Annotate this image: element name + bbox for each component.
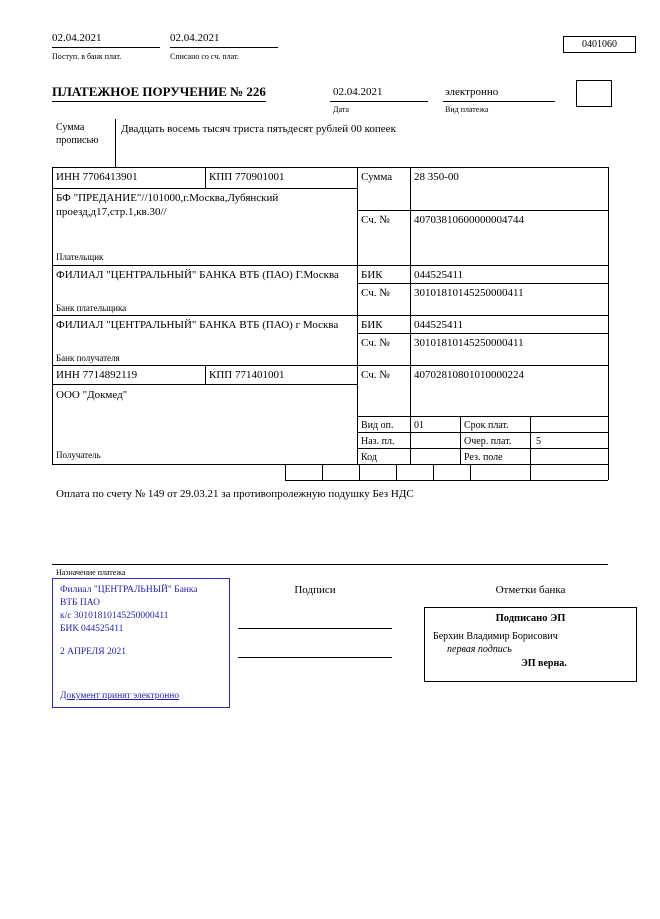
signature-line: [238, 657, 392, 658]
border-line: [433, 464, 434, 480]
stamp-line: БИК 044525411: [60, 624, 124, 634]
payment-kind: электронно: [445, 86, 499, 98]
border-line: [52, 464, 608, 465]
payer-bank-account-caption: Сч. №: [361, 287, 390, 299]
debited-date: 02.04.2021: [170, 32, 220, 44]
border-line: [52, 47, 160, 48]
op-type-value: 01: [414, 420, 424, 431]
border-line: [608, 167, 609, 464]
border-line: [170, 47, 278, 48]
ep-signed-title: Подписано ЭП: [495, 613, 566, 624]
border-line: [52, 315, 608, 316]
priority-caption: Очер. плат.: [464, 436, 512, 447]
payee-bank-name: ФИЛИАЛ "ЦЕНТРАЛЬНЫЙ" БАНКА ВТБ (ПАО) г Москва: [56, 319, 339, 331]
code-caption: Код: [361, 452, 377, 463]
bank-marks-caption: Отметки банка: [495, 584, 566, 596]
payer-account: 40703810600000004744: [414, 214, 524, 226]
payer-bank-bik-caption: БИК: [361, 269, 383, 281]
payee-bank-caption: Банк получателя: [56, 353, 120, 363]
ep-verified: ЭП верна.: [521, 658, 567, 669]
border-line: [357, 416, 608, 417]
ep-signer-name: Берхин Владимир Борисович: [433, 631, 558, 642]
op-type-caption: Вид оп.: [361, 420, 394, 431]
border-line: [410, 167, 411, 464]
payer-inn: ИНН 7706413901: [56, 171, 138, 183]
payer-account-caption: Сч. №: [361, 214, 390, 226]
doc-date: 02.04.2021: [333, 86, 383, 98]
payer-kpp: КПП 770901001: [209, 171, 285, 183]
debited-caption: Списано со сч. плат.: [170, 52, 239, 61]
border-line: [52, 365, 608, 366]
payee-account: 40702810801010000224: [414, 369, 524, 381]
payee-caption: Получатель: [56, 450, 101, 460]
border-line: [608, 464, 609, 480]
border-line: [357, 283, 608, 284]
border-line: [359, 464, 360, 480]
border-line: [530, 464, 531, 480]
payee-bank-bik-caption: БИК: [361, 319, 383, 331]
form-code-box: 0401060: [563, 36, 636, 53]
amount-in-words-caption: Сумма прописью: [56, 122, 99, 146]
payment-kind-caption: Вид платежа: [445, 105, 489, 114]
stamp-line: 2 АПРЕЛЯ 2021: [60, 647, 126, 657]
amount-in-words: Двадцать восемь тысяч триста пятьдесят рублей 00 копеек: [121, 123, 396, 135]
stamp-line: ВТБ ПАО: [60, 598, 100, 608]
purpose-code-caption: Наз. пл.: [361, 436, 395, 447]
border-line: [330, 101, 428, 102]
payee-account-caption: Сч. №: [361, 369, 390, 381]
document-title: ПЛАТЕЖНОЕ ПОРУЧЕНИЕ № 226: [52, 84, 266, 102]
payee-name: ООО "Докмед": [56, 389, 128, 401]
ep-stamp-box: [424, 607, 637, 682]
border-line: [52, 167, 608, 168]
received-date: 02.04.2021: [52, 32, 102, 44]
amount-value: 28 350-00: [414, 171, 459, 183]
priority-value: 5: [536, 436, 541, 447]
payee-bank-account-caption: Сч. №: [361, 337, 390, 349]
border-line: [443, 101, 555, 102]
payer-bank-caption: Банк плательщика: [56, 303, 127, 313]
due-date-caption: Срок плат.: [464, 420, 509, 431]
payee-bank-bik: 044525411: [414, 319, 464, 331]
stamp-line: Документ принят электронно: [60, 691, 180, 701]
border-line: [52, 265, 608, 266]
border-line: [52, 167, 53, 464]
border-line: [322, 464, 323, 480]
payee-bank-account: 30101810145250000411: [414, 337, 524, 349]
signatures-caption: Подписи: [294, 584, 336, 596]
payer-bank-name: ФИЛИАЛ "ЦЕНТРАЛЬНЫЙ" БАНКА ВТБ (ПАО) Г.Москва: [56, 269, 339, 281]
amount-caption: Сумма: [361, 171, 393, 183]
border-line: [470, 464, 471, 480]
signature-line: [238, 628, 392, 629]
border-line: [357, 333, 608, 334]
border-line: [115, 119, 116, 167]
border-line: [357, 210, 608, 211]
bank-stamp: [52, 578, 230, 708]
border-line: [52, 564, 608, 565]
payee-inn: ИНН 7714892119: [56, 369, 138, 381]
payer-caption: Плательщик: [56, 252, 104, 262]
border-line: [52, 188, 357, 189]
border-line: [357, 448, 608, 449]
border-line: [205, 365, 206, 384]
stamp-spacer: [60, 636, 222, 646]
border-line: [205, 167, 206, 188]
stamp-line: к/с 30101810145250000411: [60, 611, 169, 621]
payer-bank-account: 30101810145250000411: [414, 287, 524, 299]
payer-bank-bik: 044525411: [414, 269, 464, 281]
border-line: [285, 464, 286, 480]
doc-date-caption: Дата: [333, 105, 349, 114]
payer-name: БФ "ПРЕДАНИЕ"//101000,г.Москва,Лубянский проезд,д17,стр.1,кв.30//: [56, 192, 279, 218]
ep-signature-kind: первая подпись: [447, 644, 512, 655]
border-line: [460, 416, 461, 464]
payee-kpp: КПП 771401001: [209, 369, 285, 381]
border-line: [52, 384, 357, 385]
payment-purpose: Оплата по счету № 149 от 29.03.21 за противопролежную подушку Без НДС: [56, 488, 414, 500]
reserve-field-caption: Рез. поле: [464, 452, 503, 463]
received-caption: Поступ. в банк плат.: [52, 52, 122, 61]
border-line: [357, 432, 608, 433]
border-line: [530, 416, 531, 464]
border-line: [396, 464, 397, 480]
border-line: [357, 167, 358, 464]
priority-box: [576, 80, 612, 107]
border-line: [285, 480, 608, 481]
stamp-line: Филиал "ЦЕНТРАЛЬНЫЙ" Банка: [60, 585, 198, 595]
stamp-spacer: [60, 659, 222, 690]
payment-purpose-caption: Назначение платежа: [56, 568, 126, 577]
